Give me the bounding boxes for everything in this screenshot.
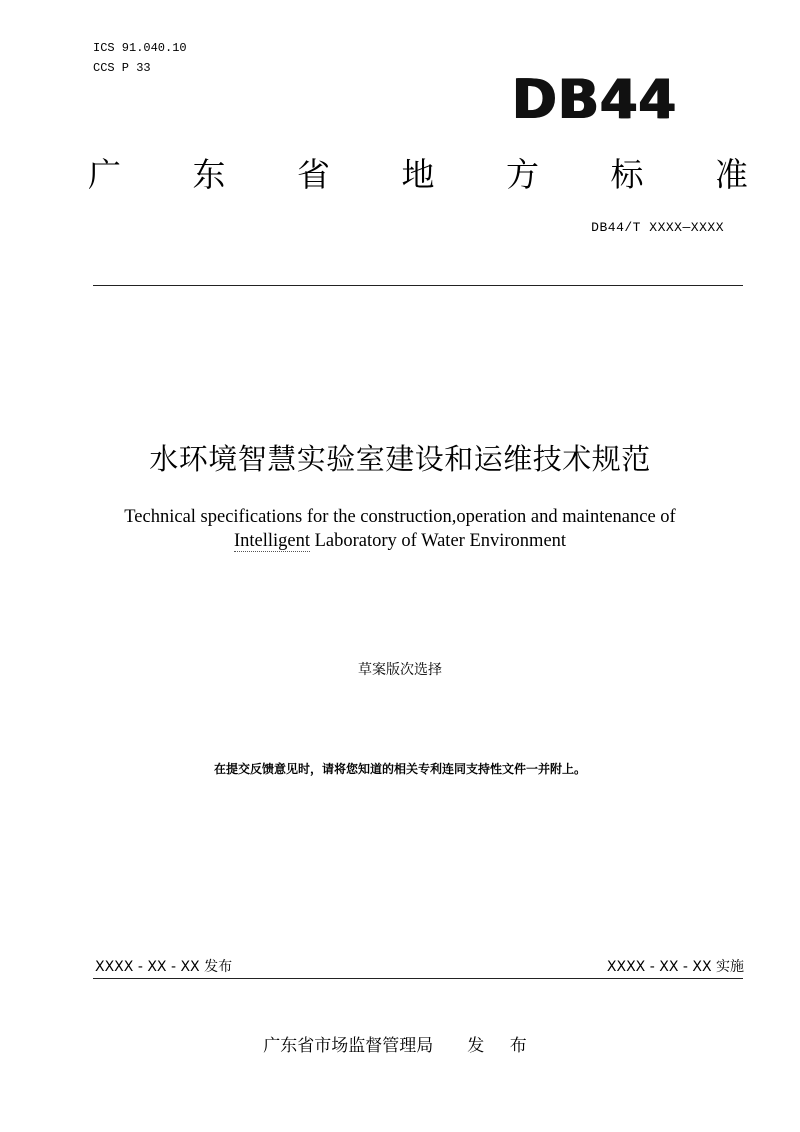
bottom-divider — [93, 978, 743, 979]
english-title — [60, 505, 740, 553]
draft-version-selector[interactable]: 草案版次选择 — [358, 662, 442, 678]
publisher-line — [0, 1034, 800, 1058]
category-char: 东 — [192, 155, 226, 194]
implementation-date: XXXX - XX - XX 实施 — [606, 959, 744, 975]
issue-date: XXXX - XX - XX 发布 — [95, 959, 233, 975]
top-divider — [93, 285, 743, 286]
spellcheck-word: Intelligent — [233, 531, 310, 551]
ccs-code: CCS P 33 — [93, 61, 151, 75]
english-title-rest: Laboratory of Water Environment — [309, 531, 567, 551]
category-char: 地 — [401, 155, 435, 194]
category-char: 省 — [297, 155, 330, 194]
english-title-line-2 — [60, 529, 740, 553]
db44-logo: DB44 — [512, 68, 678, 131]
publisher-name: 广东省市场监督管理局 — [263, 1036, 434, 1056]
category-char: 准 — [715, 155, 748, 194]
category-char: 标 — [610, 155, 644, 194]
ics-code: ICS 91.040.10 — [93, 41, 187, 55]
publish-action: 发 布 — [467, 1036, 537, 1056]
patent-notice: 在提交反馈意见时，请将您知道的相关专利连同支持性文件一并附上。 — [213, 762, 586, 776]
english-title-line-1: Technical specifications for the construction,operation and maintenance of — [124, 507, 676, 527]
standard-number: DB44/T XXXX—XXXX — [591, 220, 724, 235]
category-char: 方 — [506, 155, 539, 194]
chinese-title: 水环境智慧实验室建设和运维技术规范 — [149, 442, 651, 476]
category-char: 广 — [88, 155, 121, 194]
standard-category-heading — [88, 152, 748, 198]
